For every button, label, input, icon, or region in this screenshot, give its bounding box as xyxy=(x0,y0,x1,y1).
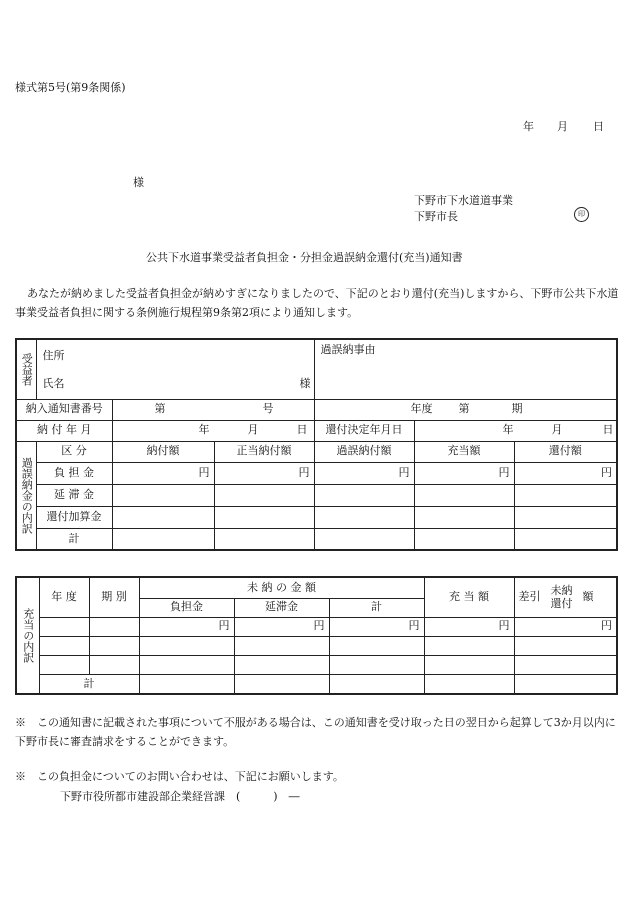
col-burden: 負担金 xyxy=(139,598,234,617)
intro-paragraph: あなたが納めました受益者負担金が納めすぎになりましたので、下記のとおり還付(充当)しますから、下野市公共下水道事業受益者負担に関する条例施行規程第9条第2項により通知します。 xyxy=(15,287,619,319)
col-diff: 差引 xyxy=(518,590,541,604)
beneficiary-cell xyxy=(36,339,314,399)
refund-month: 月 xyxy=(551,423,563,437)
form-number: 様式第5号(第9条関係) xyxy=(15,81,126,94)
refund-year: 年 xyxy=(502,423,514,437)
allocation-total-label: 計 xyxy=(39,674,139,694)
row-addition-label: 還付加算金 xyxy=(36,506,112,528)
sender-line1: 下野市下水道道事業 xyxy=(414,194,513,207)
refund-day: 日 xyxy=(602,423,614,437)
col-period: 期 別 xyxy=(89,577,139,617)
col-kubun: 区 分 xyxy=(36,441,112,462)
yen-unit: 円 xyxy=(314,462,414,484)
name-label: 氏名 xyxy=(42,377,65,390)
paid-month: 月 xyxy=(247,423,259,437)
fiscal-ki: 期 xyxy=(511,402,523,416)
notice-no-label: 納入通知書番号 xyxy=(16,399,112,420)
yen-unit: 円 xyxy=(139,617,234,636)
paid-date-cell xyxy=(112,420,314,441)
yen-unit: 円 xyxy=(414,462,514,484)
yen-unit: 円 xyxy=(112,462,214,484)
yen-unit: 円 xyxy=(514,462,617,484)
reason-cell xyxy=(314,339,617,399)
allocation-table xyxy=(15,576,618,695)
fiscal-nendo: 年度 xyxy=(410,402,433,416)
refund-table xyxy=(15,338,618,551)
yen-unit: 円 xyxy=(514,617,617,636)
date-day: 日 xyxy=(593,120,604,133)
document-title: 公共下水道事業受益者負担金・分担金過誤納金還付(充当)通知書 xyxy=(146,251,463,264)
col-sum: 計 xyxy=(329,598,424,617)
inquiry-note: ※ この負担金についてのお問い合わせは、下記にお願いします。 xyxy=(15,770,344,783)
beneficiary-label: 受益者 xyxy=(16,339,36,399)
paid-date-label: 納 付 年 月 xyxy=(16,420,112,441)
paid-day: 日 xyxy=(296,423,308,437)
col-year: 年 度 xyxy=(39,577,89,617)
col-unpaid: 未 納 の 金 額 xyxy=(139,577,424,598)
breakdown-label: 過誤納金の内訳 xyxy=(16,441,36,550)
col-unpaid-short: 未納 xyxy=(550,583,573,597)
date-month: 月 xyxy=(557,120,568,133)
appeal-note: ※ この通知書に記載された事項について不服がある場合は、この通知書を受け取った日の翌日から起算して3か月以内に下野市長に審査請求をすることができます。 xyxy=(15,716,616,748)
fiscal-cell xyxy=(314,399,617,420)
reason-label: 過誤納事由 xyxy=(320,343,376,356)
col-overpaid: 過誤納付額 xyxy=(314,441,414,462)
refund-date-label: 還付決定年月日 xyxy=(314,420,414,441)
fiscal-dai: 第 xyxy=(458,402,470,416)
refund-date-cell xyxy=(414,420,617,441)
row-total-label: 計 xyxy=(36,528,112,550)
yen-unit: 円 xyxy=(424,617,514,636)
date-year: 年 xyxy=(523,120,534,133)
address-label: 住所 xyxy=(42,349,65,362)
row-delay-label: 延 滞 金 xyxy=(36,484,112,506)
col-refund: 還付 xyxy=(550,597,573,611)
notice-dai: 第 xyxy=(154,402,166,416)
col-refund: 還付額 xyxy=(514,441,617,462)
addressee-suffix: 様 xyxy=(133,176,144,189)
col-applied: 充 当 額 xyxy=(424,577,514,617)
contact-line: 下野市役所都市建設部企業経営課 ( ) ― xyxy=(60,790,300,803)
sender-line2: 下野市長 xyxy=(414,210,458,223)
name-suffix: 様 xyxy=(299,377,311,390)
seal-mark: 印 xyxy=(574,207,589,222)
yen-unit: 円 xyxy=(234,617,329,636)
col-correct: 正当納付額 xyxy=(214,441,314,462)
col-delay: 延滞金 xyxy=(234,598,329,617)
col-amount: 額 xyxy=(582,590,594,604)
col-diff-cell xyxy=(514,577,617,617)
notice-no-cell xyxy=(112,399,314,420)
allocation-side-label: 充当の内訳 xyxy=(16,577,39,694)
row-burden-label: 負 担 金 xyxy=(36,462,112,484)
col-paid: 納付額 xyxy=(112,441,214,462)
col-applied: 充当額 xyxy=(414,441,514,462)
yen-unit: 円 xyxy=(329,617,424,636)
paid-year: 年 xyxy=(198,423,210,437)
yen-unit: 円 xyxy=(214,462,314,484)
notice-go: 号 xyxy=(262,402,274,416)
